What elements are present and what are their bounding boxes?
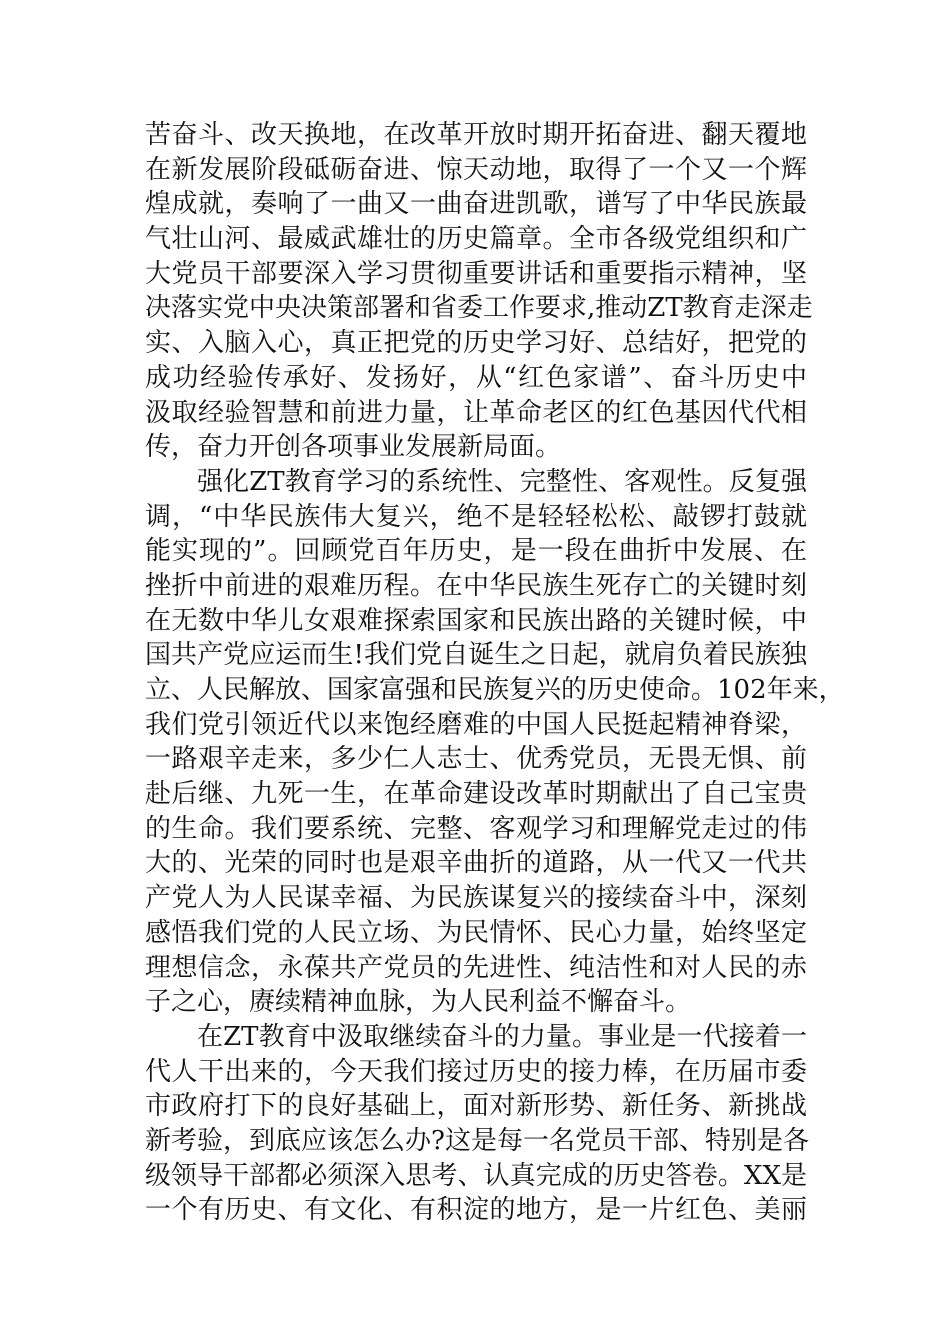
text-line: 成功经验传承好、发扬好，从“红色家谱”、奋斗历史中	[145, 362, 807, 393]
text-line: 赴后继、九死一生，在革命建设改革时期献出了自己宝贵	[145, 779, 807, 810]
text-line: 决落实党中央决策部署和省委工作要求,推动ZT教育走深走	[145, 293, 813, 324]
text-line: 大的、光荣的同时也是艰辛曲折的道路，从一代又一代共	[145, 848, 807, 879]
text-line: 我们党引领近代以来饱经磨难的中国人民挺起精神脊梁，	[145, 709, 807, 740]
paragraph-end-line: 传，奋力开创各项事业发展新局面。	[145, 432, 562, 463]
text-line: 一个有历史、有文化、有积淀的地方，是一片红色、美丽	[145, 1195, 807, 1226]
text-line: 实、入脑入心，真正把党的历史学习好、总结好，把党的	[145, 328, 807, 359]
text-line: 感悟我们党的人民立场、为民情怀、民心力量，始终坚定	[145, 917, 807, 948]
text-line: 国共产党应运而生!我们党自诞生之日起，就肩负着民族独	[145, 640, 807, 671]
text-line: 调，“中华民族伟大复兴，绝不是轻轻松松、敲锣打鼓就	[145, 501, 807, 532]
text-line: 煌成就，奏响了一曲又一曲奋进凯歌，谱写了中华民族最	[145, 189, 807, 220]
text-line: 新考验，到底应该怎么办?这是每一名党员干部、特别是各	[145, 1125, 809, 1156]
text-line: 大党员干部要深入学习贯彻重要讲话和重要指示精神，坚	[145, 258, 807, 289]
paragraph-start-line: 在ZT教育中汲取继续奋斗的力量。事业是一代接着一	[197, 1021, 807, 1052]
text-line: 代人干出来的，今天我们接过历史的接力棒，在历届市委	[145, 1056, 807, 1087]
text-line: 气壮山河、最威武雄壮的历史篇章。全市各级党组织和广	[145, 224, 807, 255]
text-line: 苦奋斗、改天换地，在改革开放时期开拓奋进、翻天覆地	[145, 120, 807, 150]
text-line: 在无数中华儿女艰难探索国家和民族出路的关键时候，中	[145, 605, 807, 636]
text-line: 一路艰辛走来，多少仁人志士、优秀党员，无畏无惧、前	[145, 744, 807, 775]
text-line: 汲取经验智慧和前进力量，让革命老区的红色基因代代相	[145, 397, 807, 428]
text-line: 市政府打下的良好基础上，面对新形势、新任务、新挑战	[145, 1091, 807, 1122]
paragraph-start-line: 强化ZT教育学习的系统性、完整性、客观性。反复强	[197, 466, 807, 497]
document-body	[145, 118, 845, 1228]
text-line: 理想信念，永葆共产党员的先进性、纯洁性和对人民的赤	[145, 952, 807, 983]
text-line: 在新发展阶段砥砺奋进、惊天动地，取得了一个又一个辉	[145, 154, 807, 185]
text-line: 挫折中前进的艰难历程。在中华民族生死存亡的关键时刻	[145, 570, 807, 601]
paragraph-end-line: 子之心，赓续精神血脉，为人民利益不懈奋斗。	[145, 987, 692, 1018]
text-line: 产党人为人民谋幸福、为民族谋复兴的接续奋斗中，深刻	[145, 883, 807, 914]
text-line: 级领导干部都必须深入思考、认真完成的历史答卷。XX是	[145, 1160, 807, 1191]
text-line: 能实现的”。回顾党百年历史，是一段在曲折中发展、在	[145, 536, 807, 567]
text-line: 的生命。我们要系统、完整、客观学习和理解党走过的伟	[145, 813, 807, 844]
text-line: 立、人民解放、国家富强和民族复兴的历史使命。102年来，	[145, 675, 845, 705]
